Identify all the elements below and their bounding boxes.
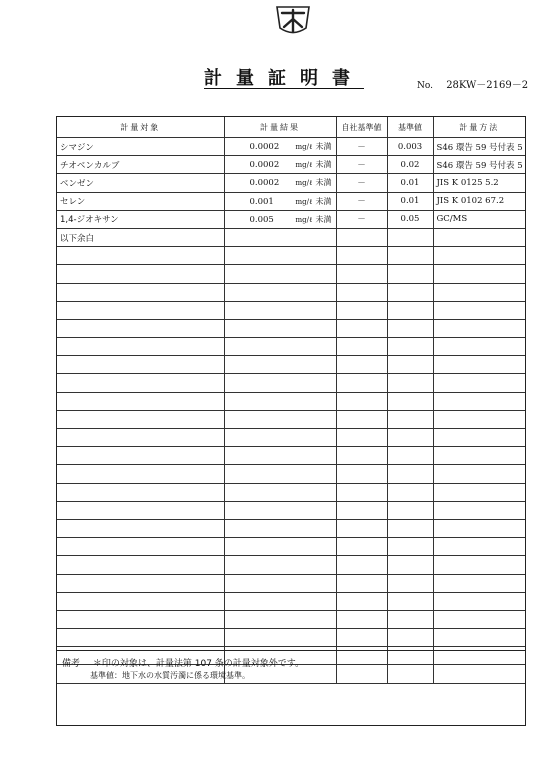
table-row	[57, 338, 525, 356]
cell-limit: 0.02	[387, 156, 433, 174]
cell-method	[433, 356, 525, 374]
cell-result	[224, 283, 336, 301]
cell-result	[224, 156, 336, 174]
cell-result	[224, 228, 336, 246]
cell-result	[224, 483, 336, 501]
table-row	[57, 538, 525, 556]
cell-method	[433, 556, 525, 574]
cell-limit	[387, 247, 433, 265]
cell-company-standard	[336, 429, 387, 447]
company-emblem-icon	[273, 4, 313, 38]
table-row	[57, 574, 525, 592]
cell-result	[224, 610, 336, 628]
cell-method	[433, 501, 525, 519]
cell-method	[433, 392, 525, 410]
cell-company-standard	[336, 319, 387, 337]
cell-target	[57, 592, 224, 610]
cell-limit	[387, 283, 433, 301]
cell-target	[57, 356, 224, 374]
cell-limit	[387, 501, 433, 519]
table-row	[57, 592, 525, 610]
cell-method	[433, 319, 525, 337]
table-row	[57, 301, 525, 319]
cell-company-standard	[336, 465, 387, 483]
cell-result	[224, 465, 336, 483]
table-row	[57, 447, 525, 465]
cell-result	[224, 301, 336, 319]
cell-company-standard	[336, 338, 387, 356]
cell-method	[433, 283, 525, 301]
cell-company-standard	[336, 592, 387, 610]
cell-limit	[387, 483, 433, 501]
cell-company-standard	[336, 629, 387, 647]
cell-limit	[387, 410, 433, 428]
result-unit: mg/ℓ	[295, 179, 313, 188]
cell-limit: 0.05	[387, 210, 433, 228]
table-row	[57, 192, 525, 210]
result-value: 0.0002	[249, 142, 280, 153]
cell-target	[57, 556, 224, 574]
cell-method	[433, 265, 525, 283]
table-row	[57, 483, 525, 501]
table-row	[57, 429, 525, 447]
results-table	[57, 117, 525, 684]
cell-method	[433, 301, 525, 319]
cell-target	[57, 301, 224, 319]
cell-company-standard	[336, 392, 387, 410]
cell-result	[224, 410, 336, 428]
table-body	[57, 138, 525, 684]
cell-limit: 0.01	[387, 192, 433, 210]
cell-target: ベンゼン	[57, 174, 224, 192]
cell-method	[433, 610, 525, 628]
cell-limit	[387, 447, 433, 465]
cell-company-standard	[336, 556, 387, 574]
cell-method	[433, 429, 525, 447]
cell-target	[57, 629, 224, 647]
result-unit: mg/ℓ	[295, 215, 313, 224]
cell-limit	[387, 338, 433, 356]
cell-method	[433, 465, 525, 483]
table-row	[57, 319, 525, 337]
cell-company-standard: －	[336, 210, 387, 228]
cell-method: S46 環告 59 号付表 5	[433, 138, 525, 156]
cell-method	[433, 447, 525, 465]
cell-target	[57, 501, 224, 519]
result-value: 0.0002	[249, 178, 280, 189]
table-row	[57, 392, 525, 410]
cell-company-standard	[336, 374, 387, 392]
cell-target	[57, 610, 224, 628]
table-row	[57, 374, 525, 392]
result-qualifier: 未満	[315, 214, 332, 224]
remarks-line-1	[62, 656, 304, 669]
table-row	[57, 501, 525, 519]
cell-method	[433, 629, 525, 647]
table-row	[57, 228, 525, 246]
remarks-section	[57, 650, 525, 727]
result-value: 0.001	[249, 196, 274, 207]
table-row	[57, 519, 525, 537]
cell-method: S46 環告 59 号付表 5	[433, 156, 525, 174]
cell-limit	[387, 610, 433, 628]
table-row	[57, 556, 525, 574]
cell-target	[57, 574, 224, 592]
table-row	[57, 610, 525, 628]
cell-result	[224, 429, 336, 447]
cell-method	[433, 338, 525, 356]
cell-company-standard	[336, 610, 387, 628]
page-title: 計量証明書	[204, 68, 364, 89]
cell-method	[433, 519, 525, 537]
cell-target	[57, 319, 224, 337]
header-company-standard: 自社基準値	[336, 117, 387, 138]
remarks-line-2: 基準値：地下水の水質汚濁に係る環境基準。	[90, 671, 250, 680]
remarks-label: 備考	[62, 659, 81, 669]
cell-company-standard	[336, 538, 387, 556]
cell-result	[224, 210, 336, 228]
cell-company-standard	[336, 447, 387, 465]
table-row	[57, 265, 525, 283]
cell-limit	[387, 429, 433, 447]
remarks-text-1: ＊印の対象は、計量法第 107 条の計量対象外です。	[92, 659, 305, 669]
cell-target: 1,4-ジオキサン	[57, 210, 224, 228]
cell-method: JIS K 0125 5.2	[433, 174, 525, 192]
cell-target	[57, 338, 224, 356]
cell-company-standard	[336, 228, 387, 246]
cell-result	[224, 338, 336, 356]
result-qualifier: 未満	[315, 160, 332, 170]
cell-result	[224, 556, 336, 574]
cell-result	[224, 392, 336, 410]
cell-company-standard	[336, 265, 387, 283]
cell-target: 以下余白	[57, 228, 224, 246]
cell-company-standard	[336, 519, 387, 537]
cell-result	[224, 265, 336, 283]
cell-limit: 0.003	[387, 138, 433, 156]
cell-target	[57, 447, 224, 465]
cell-method	[433, 410, 525, 428]
cell-company-standard: －	[336, 156, 387, 174]
cell-result	[224, 592, 336, 610]
result-value: 0.005	[249, 214, 274, 225]
cell-method	[433, 374, 525, 392]
cell-limit	[387, 356, 433, 374]
cell-method	[433, 483, 525, 501]
cell-result	[224, 138, 336, 156]
cell-method	[433, 592, 525, 610]
cell-method	[433, 538, 525, 556]
cell-limit	[387, 556, 433, 574]
document-number	[417, 76, 528, 91]
cell-company-standard: －	[336, 192, 387, 210]
result-unit: mg/ℓ	[295, 197, 313, 206]
result-unit: mg/ℓ	[295, 161, 313, 170]
table-row	[57, 465, 525, 483]
header-result: 計量結果	[224, 117, 336, 138]
cell-limit	[387, 301, 433, 319]
cell-limit	[387, 465, 433, 483]
cell-limit	[387, 228, 433, 246]
table-row	[57, 247, 525, 265]
cell-target	[57, 465, 224, 483]
table-header-row	[57, 117, 525, 138]
cell-result	[224, 356, 336, 374]
cell-company-standard: －	[336, 174, 387, 192]
cell-limit	[387, 574, 433, 592]
certificate-sheet	[56, 116, 526, 726]
cell-target	[57, 283, 224, 301]
table-row	[57, 629, 525, 647]
cell-company-standard: －	[336, 138, 387, 156]
header-limit: 基準値	[387, 117, 433, 138]
cell-company-standard	[336, 501, 387, 519]
cell-method: JIS K 0102 67.2	[433, 192, 525, 210]
cell-target	[57, 429, 224, 447]
table-row	[57, 283, 525, 301]
cell-result	[224, 374, 336, 392]
cell-method	[433, 228, 525, 246]
cell-target	[57, 374, 224, 392]
cell-method: GC/MS	[433, 210, 525, 228]
table-row	[57, 356, 525, 374]
table-row	[57, 210, 525, 228]
cell-result	[224, 247, 336, 265]
table-row	[57, 174, 525, 192]
cell-company-standard	[336, 574, 387, 592]
document-number-value: 28KW－2169－2	[446, 80, 529, 91]
cell-target	[57, 538, 224, 556]
cell-company-standard	[336, 301, 387, 319]
cell-limit	[387, 265, 433, 283]
cell-limit	[387, 629, 433, 647]
cell-target: チオベンカルブ	[57, 156, 224, 174]
cell-limit	[387, 319, 433, 337]
cell-result	[224, 174, 336, 192]
cell-company-standard	[336, 356, 387, 374]
cell-limit: 0.01	[387, 174, 433, 192]
cell-result	[224, 538, 336, 556]
cell-result	[224, 574, 336, 592]
cell-company-standard	[336, 283, 387, 301]
table-row	[57, 410, 525, 428]
cell-method	[433, 247, 525, 265]
cell-result	[224, 447, 336, 465]
cell-limit	[387, 392, 433, 410]
header-method: 計量方法	[433, 117, 525, 138]
cell-limit	[387, 519, 433, 537]
cell-target	[57, 519, 224, 537]
cell-result	[224, 319, 336, 337]
result-qualifier: 未満	[315, 178, 332, 188]
cell-target	[57, 247, 224, 265]
cell-company-standard	[336, 483, 387, 501]
result-qualifier: 未満	[315, 142, 332, 152]
cell-target	[57, 392, 224, 410]
table-row	[57, 156, 525, 174]
cell-company-standard	[336, 410, 387, 428]
number-mark: No.	[417, 81, 433, 91]
header-target: 計量対象	[57, 117, 224, 138]
table-row	[57, 138, 525, 156]
result-qualifier: 未満	[315, 196, 332, 206]
cell-result	[224, 629, 336, 647]
cell-target	[57, 265, 224, 283]
cell-target	[57, 483, 224, 501]
result-value: 0.0002	[249, 160, 280, 171]
cell-result	[224, 192, 336, 210]
cell-target: シマジン	[57, 138, 224, 156]
cell-target: セレン	[57, 192, 224, 210]
cell-limit	[387, 592, 433, 610]
cell-result	[224, 519, 336, 537]
result-unit: mg/ℓ	[295, 143, 313, 152]
cell-limit	[387, 538, 433, 556]
cell-limit	[387, 374, 433, 392]
cell-target	[57, 410, 224, 428]
cell-result	[224, 501, 336, 519]
cell-method	[433, 574, 525, 592]
cell-company-standard	[336, 247, 387, 265]
